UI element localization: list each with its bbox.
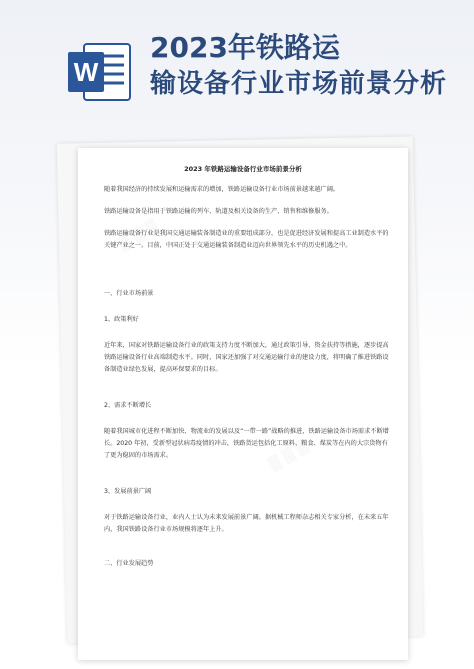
paragraph-demand: 随着我国城市化进程不断加快、物流业的发展以及“一带一路”战略的推进，铁路运输设备市场需求不断增长。2020 年初，受新型冠状病毒疫情的冲击，铁路货运包括化工原料、粮食、煤炭等在内的大宗货物有了更为稳固的市场需求。 — [104, 428, 389, 459]
page-title — [150, 30, 474, 102]
paragraph-definition: 铁路运输设备是指用于铁路运输的列车、轨道及相关设备的生产、销售和维修服务。 — [104, 208, 333, 215]
word-icon-letter: W — [73, 57, 99, 87]
paragraph-intro: 随着我国经济的持续发展和运输需求的增加，铁路运输设备行业市场前景越来越广阔。 — [104, 186, 340, 193]
document-title: 2023 年铁路运输设备行业市场前景分析 — [184, 165, 302, 173]
section-heading-2: 二、行业发展趋势 — [104, 560, 154, 567]
page-title-line2: 输设备行业市场前景分析 — [150, 69, 448, 99]
watermark: ▒ ▒ ▒ — [116, 218, 162, 254]
page-title-line1: 2023年铁路运 — [150, 31, 340, 64]
subheading-2: 2、需求不断增长 — [104, 402, 152, 409]
paragraph-policy: 近年来，国家对铁路运输设备行业的政策支持力度不断加大，通过政策引导、资金扶持等措施，逐步提高铁路运输设备行业高端制造水平。同时，国家还加强了对交通运输行业的建设力度，将明确了推进铁路设备制造业绿色发展，提高环保要求的目标。 — [104, 342, 389, 373]
subheading-1: 1、政策利好 — [104, 316, 139, 323]
paragraph-outlook: 对于铁路运输设备行业，业内人士认为未来发展前景广阔。据机械工程师杂志相关专家分析，在未来五年内，我国铁路设备行业市场规模将逐年上升。 — [104, 514, 389, 533]
paragraph-industry: 铁路运输设备行业是我国交通运输装备制造业的重要组成部分，也是促进经济发展和提高工业制造水平的关键产业之一。目前，中国正处于交通运输装备制造业迈向世界领先水平的历史机遇之中。 — [104, 230, 389, 249]
section-heading-1: 一、行业市场前景 — [104, 290, 154, 297]
watermark: ▒ ▒ ▒ — [266, 438, 312, 474]
subheading-3: 3、发展前景广阔 — [104, 488, 152, 495]
document-page — [78, 148, 408, 660]
word-doc-icon — [64, 40, 134, 104]
